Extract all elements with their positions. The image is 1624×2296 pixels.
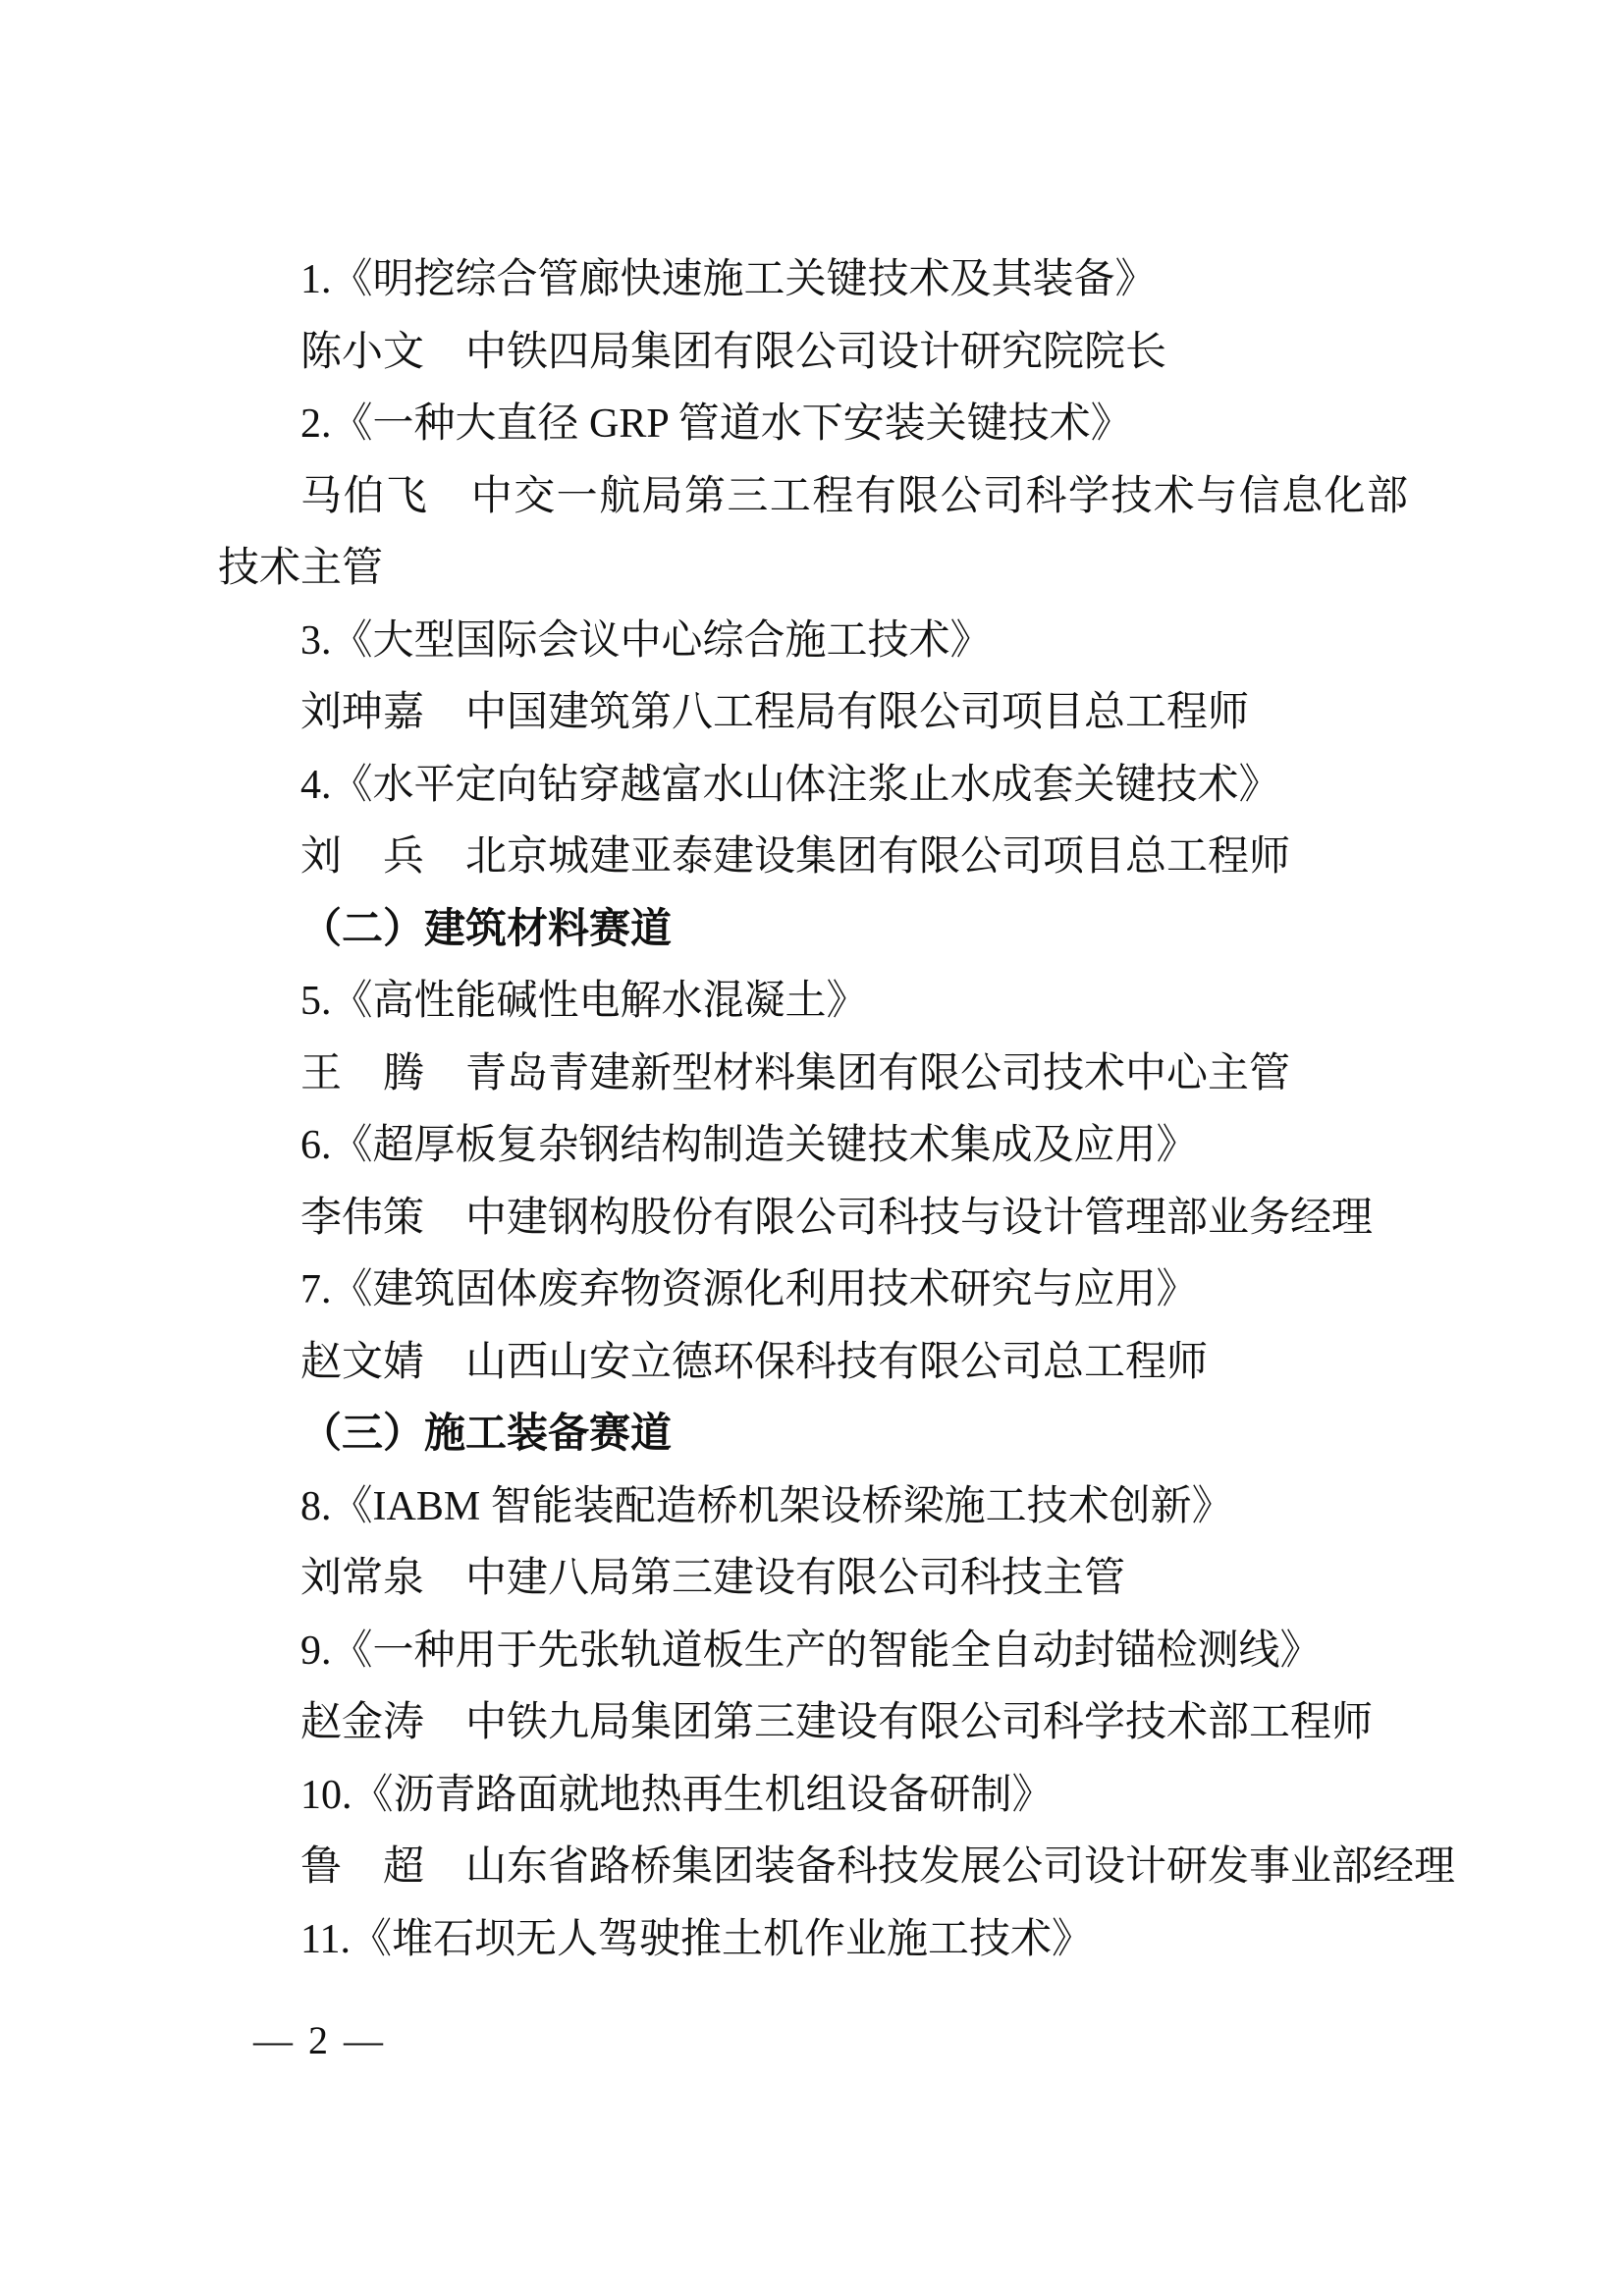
document-line-item: 8.《IABM 智能装配造桥机架设桥梁施工技术创新》 [300,1483,1233,1529]
document-line-item: 1.《明挖综合管廊快速施工关键技术及其装备》 [300,257,1157,302]
page-number: — 2 — [253,2018,386,2062]
document-line-item: 6.《超厚板复杂钢结构制造关键技术集成及应用》 [300,1123,1198,1168]
document-line-item: 2.《一种大直径 GRP 管道水下安装关键技术》 [300,401,1132,447]
document-line-item: 3.《大型国际会议中心综合施工技术》 [300,617,992,664]
document-line-person: 李伟策 中建钢构股份有限公司科技与设计管理部业务经理 [300,1195,1374,1241]
document-line-person: 王 腾 青岛青建新型材料集团有限公司技术中心主管 [300,1050,1291,1096]
document-line-person: 刘 兵 北京城建亚泰建设集团有限公司项目总工程师 [300,834,1291,880]
document-line-item: 5.《高性能碱性电解水混凝土》 [300,979,868,1024]
document-line-item: 10.《沥青路面就地热再生机组设备研制》 [300,1772,1054,1818]
document-line-person: 刘常泉 中建八局第三建设有限公司科技主管 [300,1556,1126,1601]
document-line-section: （三）施工装备赛道 [300,1412,673,1457]
document-line-item: 4.《水平定向钻穿越富水山体注浆止水成套关键技术》 [300,762,1280,808]
document-line-item: 7.《建筑固体废弃物资源化利用技术研究与应用》 [300,1267,1198,1312]
document-line-person: 陈小文 中铁四局集团有限公司设计研究院院长 [300,329,1167,375]
document-line-item: 11.《堆石坝无人驾驶推土机作业施工技术》 [300,1916,1093,1962]
document-line-person: 赵文婧 山西山安立德环保科技有限公司总工程师 [300,1339,1209,1385]
document-line-section: （二）建筑材料赛道 [300,906,673,952]
document-line-person: 鲁 超 山东省路桥集团装备科技发展公司设计研发事业部经理 [300,1844,1456,1890]
document-line-item: 9.《一种用于先张轨道板生产的智能全自动封锚检测线》 [300,1628,1322,1674]
document-line-person: 马伯飞 中交一航局第三工程有限公司科学技术与信息化部 [300,473,1408,519]
document-line-wrap: 技术主管 [218,546,384,591]
document-line-person: 刘珅嘉 中国建筑第八工程局有限公司项目总工程师 [300,690,1250,735]
document-line-person: 赵金涛 中铁九局集团第三建设有限公司科学技术部工程师 [300,1700,1374,1745]
document-body [218,244,1456,1976]
